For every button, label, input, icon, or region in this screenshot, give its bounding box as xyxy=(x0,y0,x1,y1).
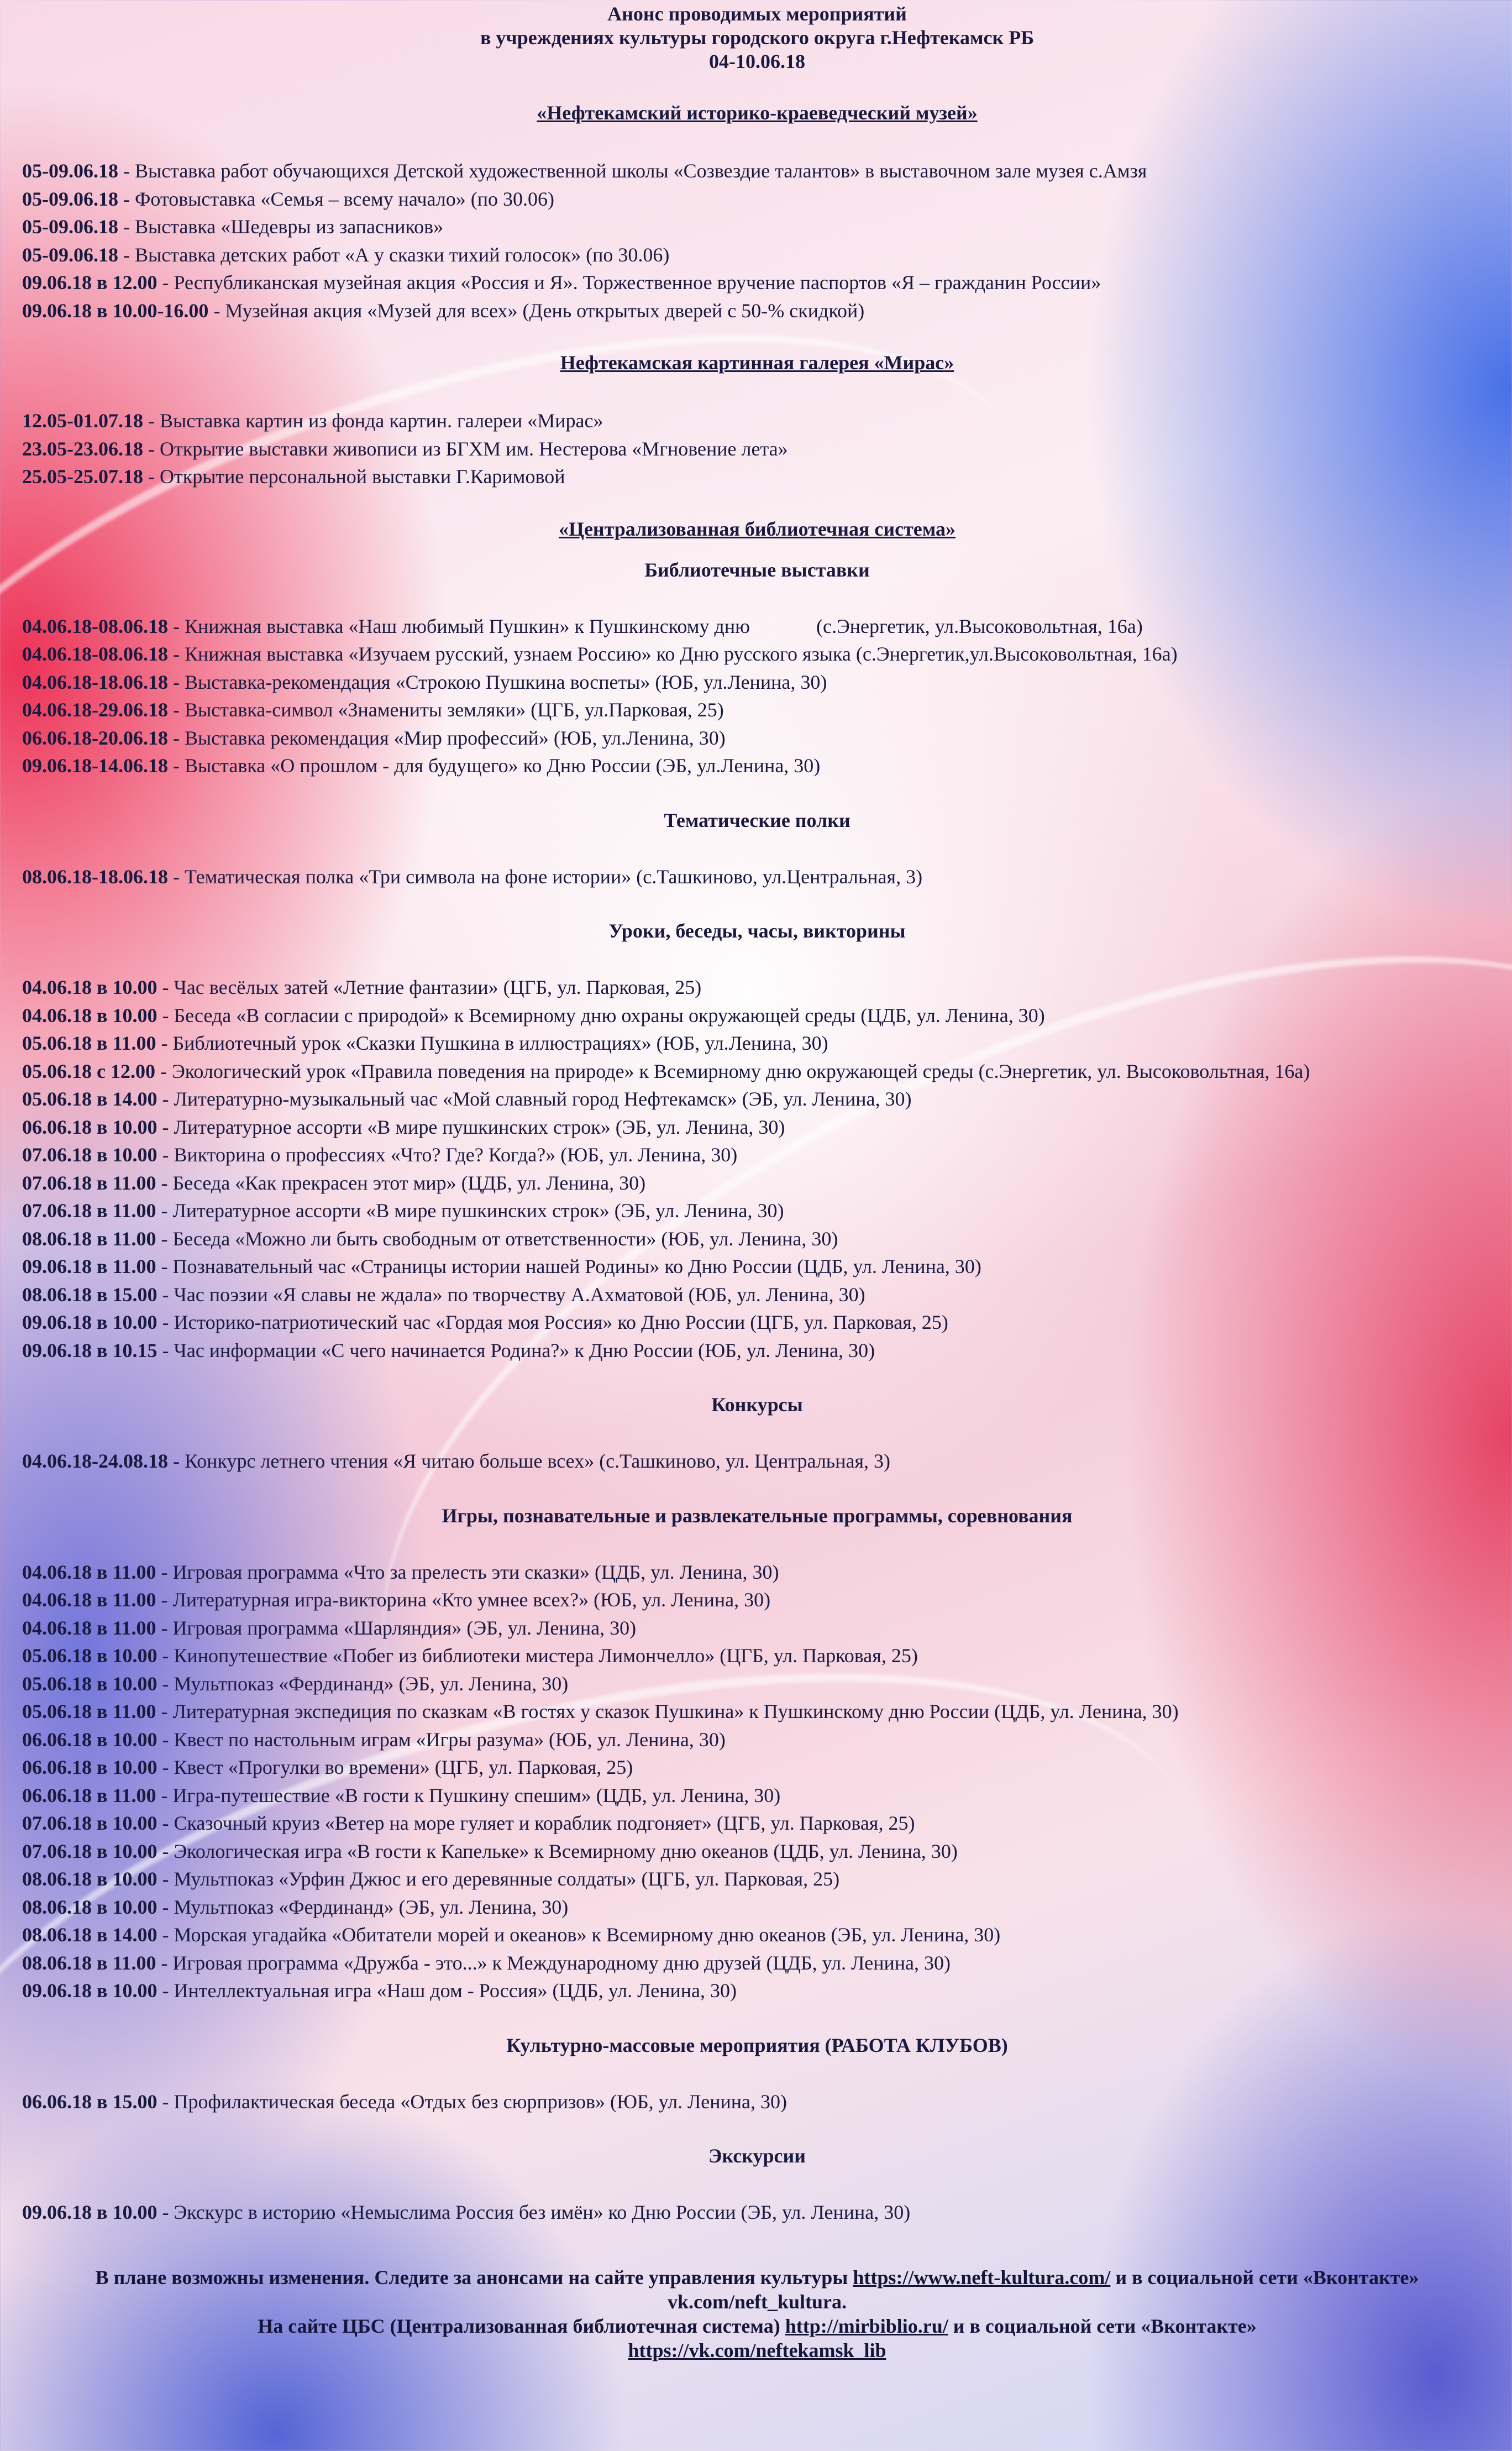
list-item xyxy=(22,1141,1492,1169)
event-description: - Конкурс летнего чтения «Я читаю больше всех» (с.Ташкиново, ул. Центральная, 3) xyxy=(168,1450,890,1472)
event-date: 06.06.18 в 15.00 xyxy=(22,2090,158,2113)
event-description: - Выставка «Шедевры из запасников» xyxy=(118,216,444,238)
event-date: 06.06.18 в 11.00 xyxy=(22,1784,156,1806)
list-item xyxy=(22,1085,1492,1113)
list-item xyxy=(22,1002,1492,1030)
list-item xyxy=(22,1029,1492,1057)
event-date: 05.06.18 в 10.00 xyxy=(22,1672,158,1695)
list-item xyxy=(22,297,1492,325)
list-item xyxy=(22,2198,1492,2227)
list-item xyxy=(22,1893,1492,1921)
list-item xyxy=(22,2088,1492,2116)
event-description: - Историко-патриотический час «Гордая моя Россия» ко Дню России (ЦГБ, ул. Парковая, 25) xyxy=(157,1311,948,1333)
library-vk-link[interactable]: https://vk.com/neftekamsk_lib xyxy=(628,2339,886,2361)
event-description: - Экскурс в историю «Немыслима Россия без имён» ко Дню России (ЭБ, ул. Ленина, 30) xyxy=(157,2201,911,2223)
list-item xyxy=(22,1782,1492,1810)
event-date: 04.06.18-08.06.18 xyxy=(22,615,168,637)
subsection-shelves-title: Тематические полки xyxy=(664,809,851,831)
event-description: - Книжная выставка «Изучаем русский, узнаем Россию» ко Дню русского языка (с.Энергетик,ул.Высоковольтная, 16а) xyxy=(168,643,1178,665)
list-item xyxy=(22,1865,1492,1893)
event-description: - Открытие персональной выставки Г.Каримовой xyxy=(143,465,565,488)
event-description: - Морская угадайка «Обитатели морей и океанов» к Всемирному дню океанов (ЭБ, ул. Ленина, 30) xyxy=(157,1924,1001,1946)
list-item xyxy=(22,1169,1492,1197)
event-description: - Интеллектуальная игра «Наш дом - Россия» (ЦДБ, ул. Ленина, 30) xyxy=(157,1979,737,2002)
lessons-event-list xyxy=(22,973,1492,1364)
event-date: 06.06.18 в 10.00 xyxy=(22,1728,158,1751)
announcement-page xyxy=(22,0,1492,2363)
event-date: 05-09.06.18 xyxy=(22,216,118,238)
section-museum-title: «Нефтекамский историко-краеведческий музей» xyxy=(537,102,978,124)
list-item xyxy=(22,612,1492,641)
event-date: 08.06.18 в 10.00 xyxy=(22,1868,158,1890)
games-event-list xyxy=(22,1558,1492,2005)
clubs-event-list xyxy=(22,2088,1492,2116)
culture-site-link[interactable]: https://www.neft-kultura.com/ xyxy=(853,2266,1111,2288)
list-item xyxy=(22,1113,1492,1141)
event-date: 08.06.18 в 11.00 xyxy=(22,1951,156,1974)
event-description: - Выставка-рекомендация «Строкою Пушкина воспеты» (ЮБ, ул.Ленина, 30) xyxy=(168,671,827,693)
event-description: - Экологический урок «Правила поведения на природе» к Всемирному дню окружающей среды (с.Энергетик, ул. Высоковольтная, 16а) xyxy=(155,1060,1310,1082)
list-item xyxy=(22,668,1492,696)
event-date: 05.06.18 в 10.00 xyxy=(22,1645,158,1667)
event-date: 04.06.18-18.06.18 xyxy=(22,671,168,693)
event-description: - Квест «Прогулки во времени» (ЦГБ, ул. Парковая, 25) xyxy=(157,1756,633,1778)
list-item xyxy=(22,1614,1492,1642)
event-date: 05.06.18 в 11.00 xyxy=(22,1700,156,1722)
footer-text: и в социальной сети «Вконтакте» vk.com/neft_kultura. xyxy=(668,2266,1419,2313)
contests-event-list xyxy=(22,1447,1492,1475)
event-date: 08.06.18 в 10.00 xyxy=(22,1895,158,1918)
event-description: - Открытие выставки живописи из БГХМ им. Нестерова «Мгновение лета» xyxy=(143,437,788,460)
event-description: - Игровая программа «Что за прелесть эти сказки» (ЦДБ, ул. Ленина, 30) xyxy=(156,1560,779,1583)
event-description: - Час весёлых затей «Летние фантазии» (ЦГБ, ул. Парковая, 25) xyxy=(157,976,702,998)
shelves-event-list xyxy=(22,863,1492,891)
event-date: 05-09.06.18 xyxy=(22,187,118,210)
event-date: 09.06.18 в 10.00 xyxy=(22,1311,158,1333)
event-description: - Литературная игра-викторина «Кто умнее всех?» (ЮБ, ул. Ленина, 30) xyxy=(156,1589,771,1611)
event-date: 09.06.18 в 10.15 xyxy=(22,1339,158,1361)
event-description: - Выставка рекомендация «Мир профессий» (ЮБ, ул.Ленина, 30) xyxy=(168,726,726,749)
footer-text: В плане возможны изменения. Следите за анонсами на сайте управления культуры xyxy=(95,2266,853,2288)
event-date: 12.05-01.07.18 xyxy=(22,410,143,432)
list-item xyxy=(22,1558,1492,1586)
event-description: - Час поэзии «Я славы не ждала» по творчеству А.Ахматовой (ЮБ, ул. Ленина, 30) xyxy=(157,1283,865,1306)
event-date: 04.06.18-08.06.18 xyxy=(22,643,168,665)
event-date: 06.06.18 в 10.00 xyxy=(22,1756,158,1778)
event-description: - Мультпоказ «Урфин Джюс и его деревянные солдаты» (ЦГБ, ул. Парковая, 25) xyxy=(157,1868,840,1890)
event-description: - Выставка детских работ «А у сказки тихий голосок» (по 30.06) xyxy=(118,243,670,266)
list-item xyxy=(22,1281,1492,1309)
event-description: - Игровая программа «Дружба - это...» к Международному дню друзей (ЦДБ, ул. Ленина, 30) xyxy=(156,1951,951,1974)
event-date: 09.06.18-14.06.18 xyxy=(22,755,168,777)
event-date: 09.06.18 в 11.00 xyxy=(22,1255,156,1277)
event-date: 07.06.18 в 11.00 xyxy=(22,1171,156,1194)
event-date: 04.06.18 в 10.00 xyxy=(22,1004,158,1027)
list-item xyxy=(22,1057,1492,1086)
subsection-clubs-title: Культурно-массовые мероприятия (РАБОТА КЛУБОВ) xyxy=(506,2034,1008,2056)
event-description: - Библиотечный урок «Сказки Пушкина в иллюстрациях» (ЮБ, ул.Ленина, 30) xyxy=(156,1032,828,1054)
library-site-link[interactable]: http://mirbiblio.ru/ xyxy=(785,2314,948,2337)
list-item xyxy=(22,1670,1492,1698)
event-date: 04.06.18 в 11.00 xyxy=(22,1616,156,1639)
event-date: 06.06.18 в 10.00 xyxy=(22,1115,158,1138)
subsection-exhibitions-title: Библиотечные выставки xyxy=(644,558,870,581)
list-item xyxy=(22,407,1492,435)
list-item xyxy=(22,1837,1492,1866)
subsection-games-title: Игры, познавательные и развлекательные программы, соревнования xyxy=(442,1504,1073,1527)
event-description: - Квест по настольным играм «Игры разума» (ЮБ, ул. Ленина, 30) xyxy=(157,1728,726,1751)
list-item xyxy=(22,435,1492,463)
event-place: (с.Энергетик, ул.Высоковольтная, 16а) xyxy=(816,615,1143,637)
museum-event-list xyxy=(22,157,1492,324)
list-item xyxy=(22,1753,1492,1782)
event-date: 08.06.18 в 11.00 xyxy=(22,1227,156,1250)
event-description: - Кинопутешествие «Побег из библиотеки мистера Лимончелло» (ЦГБ, ул. Парковая, 25) xyxy=(157,1645,918,1667)
list-item xyxy=(22,1447,1492,1475)
event-description: - Беседа «В согласии с природой» к Всемирному дню охраны окружающей среды (ЦДБ, ул. Ленина, 30) xyxy=(157,1004,1045,1027)
list-item xyxy=(22,1949,1492,1977)
footer-note xyxy=(22,2265,1492,2363)
event-date: 09.06.18 в 10.00 xyxy=(22,2201,158,2223)
event-description: - Литературное ассорти «В мире пушкинских строк» (ЭБ, ул. Ленина, 30) xyxy=(156,1200,784,1222)
list-item xyxy=(22,1197,1492,1225)
list-item xyxy=(22,241,1492,269)
section-library-title: «Централизованная библиотечная система» xyxy=(558,517,956,540)
list-item xyxy=(22,269,1492,297)
event-description: - Музейная акция «Музей для всех» (День открытых дверей с 50-% скидкой) xyxy=(208,299,865,322)
event-description: - Мультпоказ «Фердинанд» (ЭБ, ул. Ленина, 30) xyxy=(157,1672,569,1695)
gallery-event-list xyxy=(22,407,1492,491)
event-description: - Выставка «О прошлом - для будущего» ко Дню России (ЭБ, ул.Ленина, 30) xyxy=(168,755,821,777)
list-item xyxy=(22,185,1492,213)
event-date: 04.06.18 в 11.00 xyxy=(22,1589,156,1611)
event-date: 05.06.18 с 12.00 xyxy=(22,1060,155,1082)
event-description: - Познавательный час «Страницы истории нашей Родины» ко Дню России (ЦДБ, ул. Ленина, 30) xyxy=(156,1255,981,1277)
list-item xyxy=(22,752,1492,780)
subsection-contests-title: Конкурсы xyxy=(711,1394,803,1416)
event-description: - Фотовыставка «Семья – всему начало» (по 30.06) xyxy=(118,187,555,210)
event-date: 08.06.18-18.06.18 xyxy=(22,865,168,888)
list-item xyxy=(22,1642,1492,1670)
list-item xyxy=(22,1225,1492,1253)
list-item xyxy=(22,1809,1492,1837)
event-description: - Литературная экспедиция по сказкам «В гостях у сказок Пушкина» к Пушкинскому дню России (ЦДБ, ул. Ленина, 30) xyxy=(156,1700,1179,1722)
event-date: 05-09.06.18 xyxy=(22,243,118,266)
event-description: - Игра-путешествие «В гости к Пушкину спешим» (ЦДБ, ул. Ленина, 30) xyxy=(156,1784,781,1806)
list-item xyxy=(22,1586,1492,1614)
event-date: 07.06.18 в 11.00 xyxy=(22,1200,156,1222)
list-item xyxy=(22,640,1492,668)
event-description: - Игровая программа «Шарляндия» (ЭБ, ул. Ленина, 30) xyxy=(156,1616,637,1639)
event-date: 09.06.18 в 10.00-16.00 xyxy=(22,299,209,322)
section-gallery-title: Нефтекамская картинная галерея «Мирас» xyxy=(560,352,954,374)
subsection-tours-title: Экскурсии xyxy=(708,2145,806,2167)
event-date: 09.06.18 в 10.00 xyxy=(22,1979,158,2002)
event-date: 05.06.18 в 11.00 xyxy=(22,1032,156,1054)
footer-text: и в социальной сети «Вконтакте» xyxy=(948,2314,1257,2337)
list-item xyxy=(22,1921,1492,1949)
event-description: - Книжная выставка «Наш любимый Пушкин» к Пушкинскому дню xyxy=(168,615,750,637)
event-description: - Профилактическая беседа «Отдых без сюрпризов» (ЮБ, ул. Ленина, 30) xyxy=(157,2090,787,2113)
list-item xyxy=(22,1977,1492,2005)
date-range: 04-10.06.18 xyxy=(709,50,805,72)
list-item xyxy=(22,463,1492,491)
exhibitions-event-list xyxy=(22,640,1492,780)
event-description: - Литературно-музыкальный час «Мой славный город Нефтекамск» (ЭБ, ул. Ленина, 30) xyxy=(157,1088,912,1110)
event-date: 04.06.18-29.06.18 xyxy=(22,699,168,721)
event-description: - Тематическая полка «Три символа на фоне истории» (с.Ташкиново, ул.Центральная, 3) xyxy=(168,865,923,888)
event-date: 04.06.18 в 10.00 xyxy=(22,976,158,998)
event-description: - Выставка картин из фонда картин. галереи «Мирас» xyxy=(143,410,603,432)
event-date: 05.06.18 в 14.00 xyxy=(22,1088,158,1110)
tours-event-list xyxy=(22,2198,1492,2227)
list-item xyxy=(22,1698,1492,1726)
event-description: - Республиканская музейная акция «Россия и Я». Торжественное вручение паспортов «Я – гражданин России» xyxy=(157,271,1101,294)
footer-text: На сайте ЦБС (Централизованная библиотечная система) xyxy=(258,2314,785,2337)
list-item xyxy=(22,724,1492,752)
list-item xyxy=(22,863,1492,891)
event-date: 04.06.18-24.08.18 xyxy=(22,1450,168,1472)
list-item xyxy=(22,696,1492,724)
event-date: 08.06.18 в 14.00 xyxy=(22,1924,158,1946)
event-description: - Час информации «С чего начинается Родина?» к Дню России (ЮБ, ул. Ленина, 30) xyxy=(157,1339,875,1361)
list-item xyxy=(22,1308,1492,1337)
event-description: - Экологическая игра «В гости к Капельке» к Всемирному дню океанов (ЦДБ, ул. Ленина, 30) xyxy=(157,1840,958,1862)
event-date: 06.06.18-20.06.18 xyxy=(22,726,168,749)
list-item xyxy=(22,1726,1492,1754)
event-description: - Викторина о профессиях «Что? Где? Когда?» (ЮБ, ул. Ленина, 30) xyxy=(157,1144,738,1166)
event-date: 05-09.06.18 xyxy=(22,160,118,182)
page-title: Анонс проводимых мероприятий xyxy=(607,3,907,25)
page-subtitle: в учреждениях культуры городского округа г.Нефтекамск РБ xyxy=(480,27,1035,49)
list-item xyxy=(22,1253,1492,1281)
event-description: - Выставка-символ «Знамениты земляки» (ЦГБ, ул.Парковая, 25) xyxy=(168,699,724,721)
event-date: 07.06.18 в 10.00 xyxy=(22,1840,158,1862)
event-description: - Беседа «Можно ли быть свободным от ответственности» (ЮБ, ул. Ленина, 30) xyxy=(156,1227,838,1250)
event-date: 23.05-23.06.18 xyxy=(22,437,143,460)
list-item xyxy=(22,973,1492,1002)
list-item xyxy=(22,1337,1492,1365)
event-description: - Мультпоказ «Фердинанд» (ЭБ, ул. Ленина, 30) xyxy=(157,1895,569,1918)
event-date: 09.06.18 в 12.00 xyxy=(22,271,158,294)
list-item xyxy=(22,213,1492,241)
list-item xyxy=(22,157,1492,185)
event-date: 25.05-25.07.18 xyxy=(22,465,143,488)
event-date: 04.06.18 в 11.00 xyxy=(22,1560,156,1583)
event-description: - Сказочный круиз «Ветер на море гуляет и кораблик подгоняет» (ЦГБ, ул. Парковая, 25) xyxy=(157,1812,915,1834)
event-date: 07.06.18 в 10.00 xyxy=(22,1144,158,1166)
event-date: 08.06.18 в 15.00 xyxy=(22,1283,158,1306)
event-description: - Выставка работ обучающихся Детской художественной школы «Созвездие талантов» в выставочном зале музея с.Амзя xyxy=(118,160,1147,182)
event-description: - Беседа «Как прекрасен этот мир» (ЦДБ, ул. Ленина, 30) xyxy=(156,1171,646,1194)
event-description: - Литературное ассорти «В мире пушкинских строк» (ЭБ, ул. Ленина, 30) xyxy=(157,1115,785,1138)
event-date: 07.06.18 в 10.00 xyxy=(22,1812,158,1834)
subsection-lessons-title: Уроки, беседы, часы, викторины xyxy=(608,920,906,942)
